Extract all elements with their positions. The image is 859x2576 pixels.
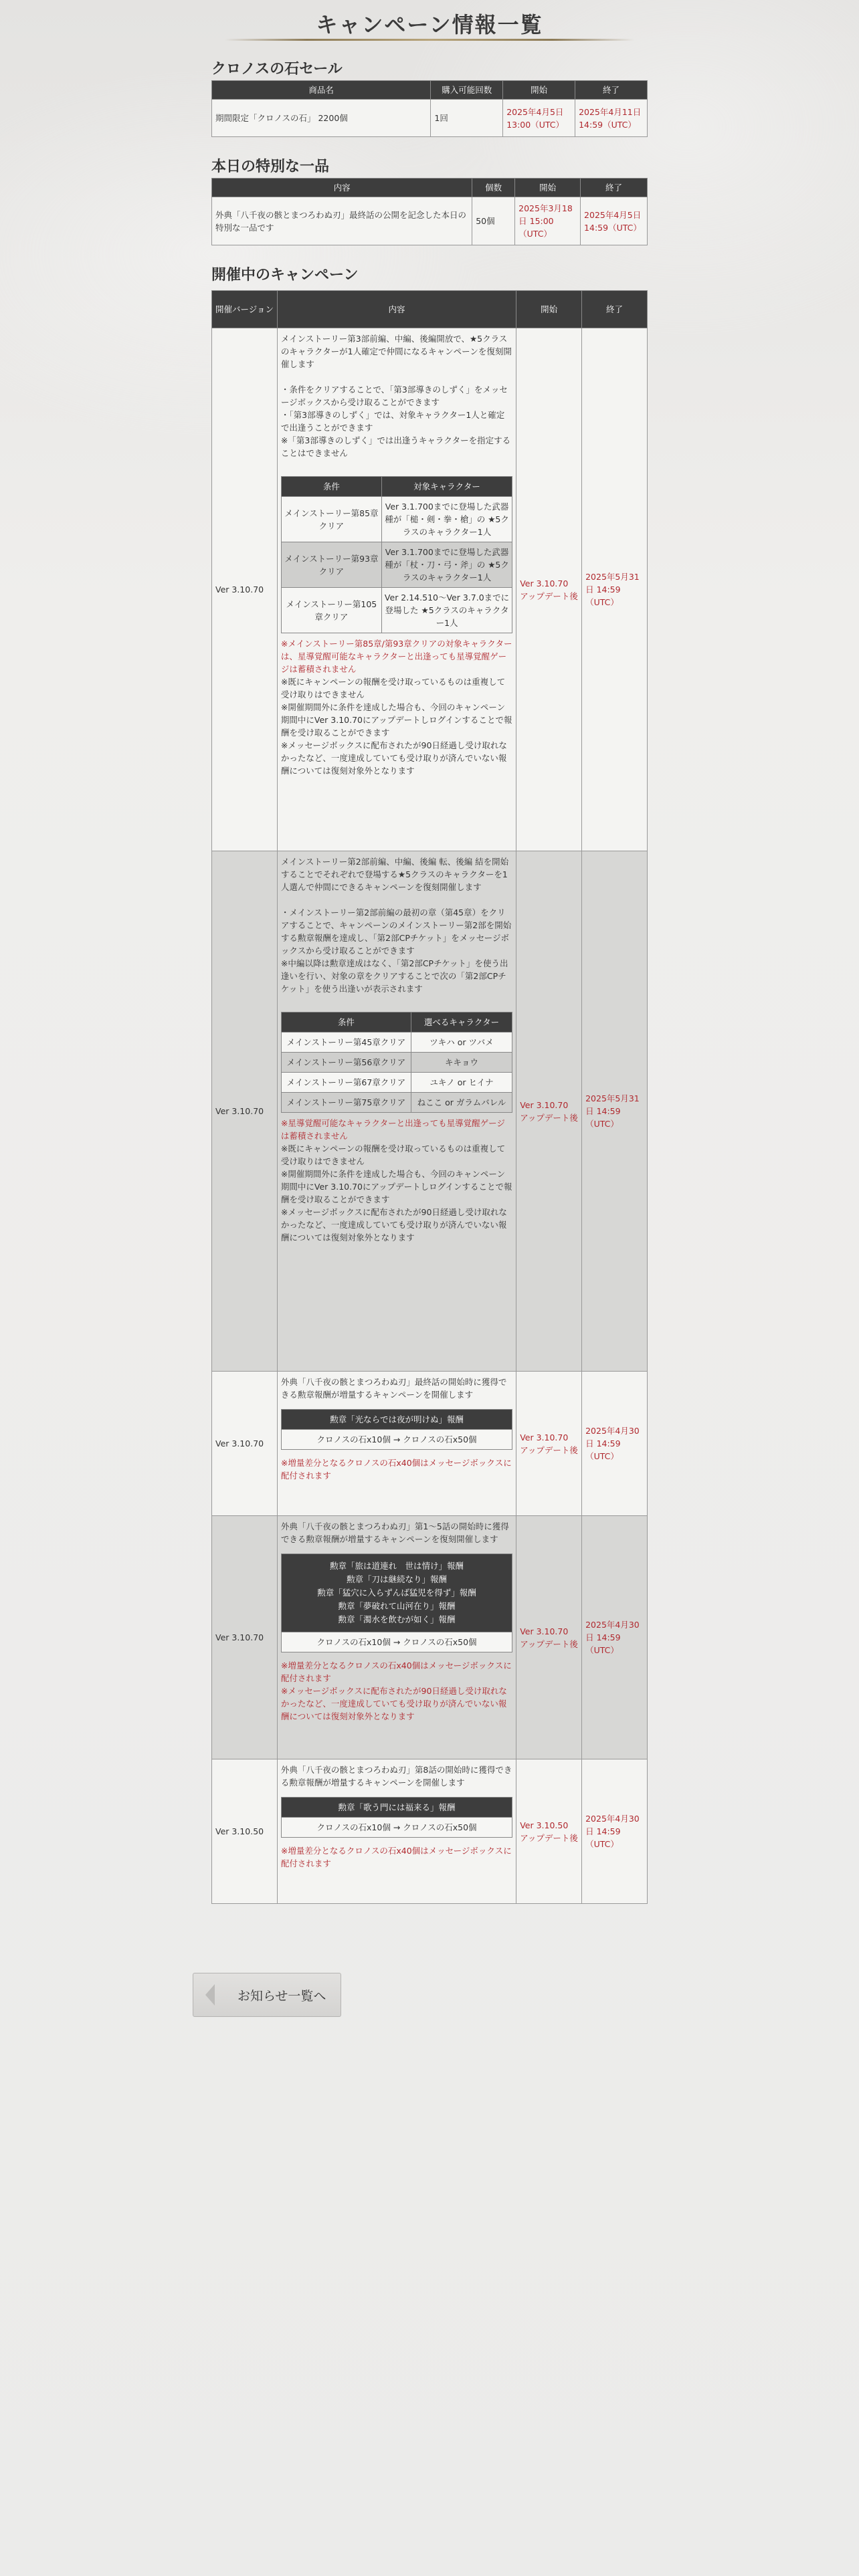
start-date: Ver 3.10.70 アップデート後 (516, 1372, 582, 1516)
product-name: 期間限定「クロノスの石」 2200個 (212, 100, 431, 137)
col-header: 条件 (281, 1012, 411, 1033)
start-date: 2025年3月18日 15:00（UTC） (515, 197, 581, 245)
section-heading-stone-sale: クロノスの石セール (211, 61, 343, 78)
medal-name: 勲章「歌う門には福来る」報酬 (281, 1798, 512, 1818)
condition-cell: メインストーリー第75章クリア (281, 1093, 411, 1113)
campaign-footnote: ※メッセージボックスに配布されたが90日経過し受け取れなかったなど、一度達成していても受け取りが済んでいない報酬については復刻対象外となります (280, 740, 507, 776)
campaign-warning: ※増量差分となるクロノスの石x40個はメッセージボックスに配付されます (280, 1458, 512, 1481)
end-date: 2025年4月11日 14:59（UTC） (575, 100, 648, 137)
campaign-note: ※「第3部導きのしずく」では出逢うキャラクターを指定することはできません (280, 435, 511, 458)
item-count: 50個 (472, 197, 515, 245)
col-header: 内容 (277, 291, 516, 328)
target-cell: Ver 3.1.700までに登場した武器種が「槌・剣・拳・槍」の ★5クラスのキャラクター1人 (381, 497, 512, 542)
medal-name: 勲章「刀は継続なり」報酬 (347, 1574, 448, 1584)
condition-cell: メインストーリー第85章クリア (281, 497, 381, 542)
campaigns-table (211, 290, 648, 1904)
campaign-footnote: ※既にキャンペーンの報酬を受け取っているものは重複して受け取りはできません (280, 677, 506, 700)
table-row (281, 1073, 512, 1093)
col-header: 開始 (516, 291, 582, 328)
medal-name: 勲章「夢破れて山河在り」報酬 (338, 1601, 456, 1611)
campaign-row (212, 1372, 648, 1516)
campaign-warning: ※メインストーリー第85章/第93章クリアの対象キャラクターは、星導覚醒可能なキャラクターと出逢っても星導覚醒ゲージは蓄積されません (280, 639, 512, 674)
reward-table (281, 1797, 512, 1838)
target-cell: Ver 3.1.700までに登場した武器種が「杖・刀・弓・斧」の ★5クラスのキャラクター1人 (381, 542, 512, 588)
target-cell: ツキハ or ツバメ (411, 1033, 512, 1053)
campaign-content (277, 1516, 516, 1759)
campaign-content (277, 1759, 516, 1904)
target-cell: キキョウ (411, 1053, 512, 1073)
purchase-count: 1回 (431, 100, 503, 137)
medal-name: 勲章「光ならでは夜が明けぬ」報酬 (281, 1410, 512, 1430)
campaign-intro: メインストーリー第3部前編、中編、後編開放で、★5クラスのキャラクターが1人確定で仲間になるキャンペーンを復刻開催します (280, 334, 512, 369)
condition-cell: メインストーリー第67章クリア (281, 1073, 411, 1093)
campaign-row (212, 328, 648, 851)
reward-change: クロノスの石x10個 → クロノスの石x50個 (281, 1632, 512, 1652)
back-to-news-list-button[interactable] (193, 1973, 341, 2017)
table-row (212, 197, 648, 245)
table-row (281, 542, 512, 588)
campaign-warning: ※増量差分となるクロノスの石x40個はメッセージボックスに配付されます (280, 1660, 512, 1683)
col-header: 終了 (575, 81, 648, 100)
reward-table (281, 1553, 512, 1652)
medal-list (281, 1554, 512, 1632)
target-cell: Ver 2.14.510～Ver 3.7.0までに登場した ★5クラスのキャラクター1人 (381, 588, 512, 633)
campaign-content (277, 1372, 516, 1516)
campaign-row (212, 1516, 648, 1759)
start-date: Ver 3.10.50 アップデート後 (516, 1759, 582, 1904)
medal-name: 勲章「濁水を飲むが如く」報酬 (338, 1614, 456, 1624)
end-date: 2025年4月30日 14:59（UTC） (582, 1516, 648, 1759)
col-header: 条件 (281, 477, 381, 497)
campaign-version: Ver 3.10.70 (212, 851, 278, 1372)
campaign-content (277, 328, 516, 851)
campaign-intro: 外典「八千夜の骸とまつろわぬ刃」第1～5話の開始時に獲得できる勲章報酬が増量するキャンペーンを復刻開催します (280, 1521, 509, 1544)
condition-table (281, 476, 512, 633)
condition-cell: メインストーリー第45章クリア (281, 1033, 411, 1053)
campaign-warning: ※メッセージボックスに配布されたが90日経過し受け取れなかったなど、一度達成していても受け取りが済んでいない報酬については復刻対象外となります (280, 1686, 507, 1721)
campaign-version: Ver 3.10.70 (212, 1516, 278, 1759)
col-header: 購入可能回数 (431, 81, 503, 100)
col-header: 個数 (472, 179, 515, 197)
campaign-row (212, 851, 648, 1372)
campaign-warning: ※増量差分となるクロノスの石x40個はメッセージボックスに配付されます (280, 1846, 512, 1868)
condition-cell: メインストーリー第93章クリア (281, 542, 381, 588)
back-button-label: お知らせ一覧へ (237, 1988, 326, 2004)
table-row (281, 1033, 512, 1053)
campaign-note: ※中編以降は勲章達成はなく、「第2部CPチケット」を使う出逢いを行い、対象の章をクリアすることで次の「第2部CPチケット」を使う出逢いが表示されます (280, 958, 508, 994)
col-header: 対象キャラクター (381, 477, 512, 497)
table-row (281, 1093, 512, 1113)
target-cell: ねここ or ガラムバレル (411, 1093, 512, 1113)
campaign-intro: 外典「八千夜の骸とまつろわぬ刃」最終話の開始時に獲得できる勲章報酬が増量するキャンペーンを開催します (280, 1377, 507, 1400)
back-arrow-icon (205, 1984, 215, 2006)
table-row (281, 497, 512, 542)
start-date: Ver 3.10.70 アップデート後 (516, 851, 582, 1372)
page-title: キャンペーン情報一覧 (316, 12, 543, 37)
medal-name: 勲章「旅は道連れ 世は情け」報酬 (330, 1561, 464, 1571)
col-header: 選べるキャラクター (411, 1012, 512, 1033)
item-content: 外典「八千夜の骸とまつろわぬ刃」最終話の公開を記念した本日の特別な一品です (212, 197, 472, 245)
col-header: 内容 (212, 179, 472, 197)
end-date: 2025年5月31日 14:59（UTC） (582, 851, 648, 1372)
campaign-version: Ver 3.10.70 (212, 328, 278, 851)
campaign-content (277, 851, 516, 1372)
table-row (212, 100, 648, 137)
condition-table (281, 1012, 512, 1113)
section-heading-daily: 本日の特別な一品 (211, 158, 330, 175)
col-header: 商品名 (212, 81, 431, 100)
reward-change: クロノスの石x10個 → クロノスの石x50個 (281, 1430, 512, 1450)
section-heading-campaigns: 開催中のキャンペーン (211, 267, 359, 284)
start-date: Ver 3.10.70 アップデート後 (516, 328, 582, 851)
campaign-note: ・メインストーリー第2部前編の最初の章（第45章）をクリアすることで、キャンペーンのメインストーリー第2部を開始する勲章報酬を達成し、「第2部CPチケット」をメッセージボックスから受け取ることができます (280, 907, 512, 956)
campaign-version: Ver 3.10.50 (212, 1759, 278, 1904)
end-date: 2025年4月30日 14:59（UTC） (582, 1759, 648, 1904)
campaign-version: Ver 3.10.70 (212, 1372, 278, 1516)
end-date: 2025年5月31日 14:59（UTC） (582, 328, 648, 851)
start-date: Ver 3.10.70 アップデート後 (516, 1516, 582, 1759)
stone-sale-table (211, 80, 648, 137)
col-header: 開催バージョン (212, 291, 278, 328)
campaign-intro: 外典「八千夜の骸とまつろわぬ刃」第8話の開始時に獲得できる勲章報酬が増量するキャンペーンを開催します (280, 1765, 512, 1788)
campaign-row (212, 1759, 648, 1904)
campaign-intro: メインストーリー第2部前編、中編、後編 転、後編 結を開始することでそれぞれで登場する★5クラスのキャラクターを1人選んで仲間にできるキャンペーンを復刻開催します (280, 857, 509, 892)
campaign-footnote: ※既にキャンペーンの報酬を受け取っているものは重複して受け取りはできません (280, 1144, 506, 1166)
reward-change: クロノスの石x10個 → クロノスの石x50個 (281, 1818, 512, 1838)
campaign-warning: ※星導覚醒可能なキャラクターと出逢っても星導覚醒ゲージは蓄積されません (280, 1118, 505, 1141)
title-underline (225, 39, 634, 41)
table-row (281, 588, 512, 633)
start-date: 2025年4月5日 13:00（UTC） (503, 100, 575, 137)
condition-cell: メインストーリー第105章クリア (281, 588, 381, 633)
daily-item-table (211, 178, 648, 245)
table-row (281, 1053, 512, 1073)
end-date: 2025年4月30日 14:59（UTC） (582, 1372, 648, 1516)
reward-table (281, 1409, 512, 1450)
end-date: 2025年4月5日 14:59（UTC） (581, 197, 648, 245)
col-header: 開始 (515, 179, 581, 197)
campaign-footnote: ※メッセージボックスに配布されたが90日経過し受け取れなかったなど、一度達成していても受け取りが済んでいない報酬については復刻対象外となります (280, 1207, 507, 1243)
target-cell: ユキノ or ヒイナ (411, 1073, 512, 1093)
medal-name: 勲章「猛穴に入らずんば猛児を得ず」報酬 (317, 1588, 476, 1598)
condition-cell: メインストーリー第56章クリア (281, 1053, 411, 1073)
col-header: 終了 (582, 291, 648, 328)
campaign-note: ・条件をクリアすることで、「第3部導きのしずく」をメッセージボックスから受け取ることができます (280, 385, 508, 407)
campaign-footnote: ※開催期間外に条件を達成した場合も、今回のキャンペーン期間中にVer 3.10.70にアップデートしログインすることで報酬を受け取ることができます (280, 1169, 512, 1204)
campaign-note: ・「第3部導きのしずく」では、対象キャラクター1人と確定で出逢うことができます (280, 410, 505, 433)
col-header: 終了 (581, 179, 648, 197)
col-header: 開始 (503, 81, 575, 100)
campaign-footnote: ※開催期間外に条件を達成した場合も、今回のキャンペーン期間中にVer 3.10.70にアップデートしログインすることで報酬を受け取ることができます (280, 702, 512, 738)
